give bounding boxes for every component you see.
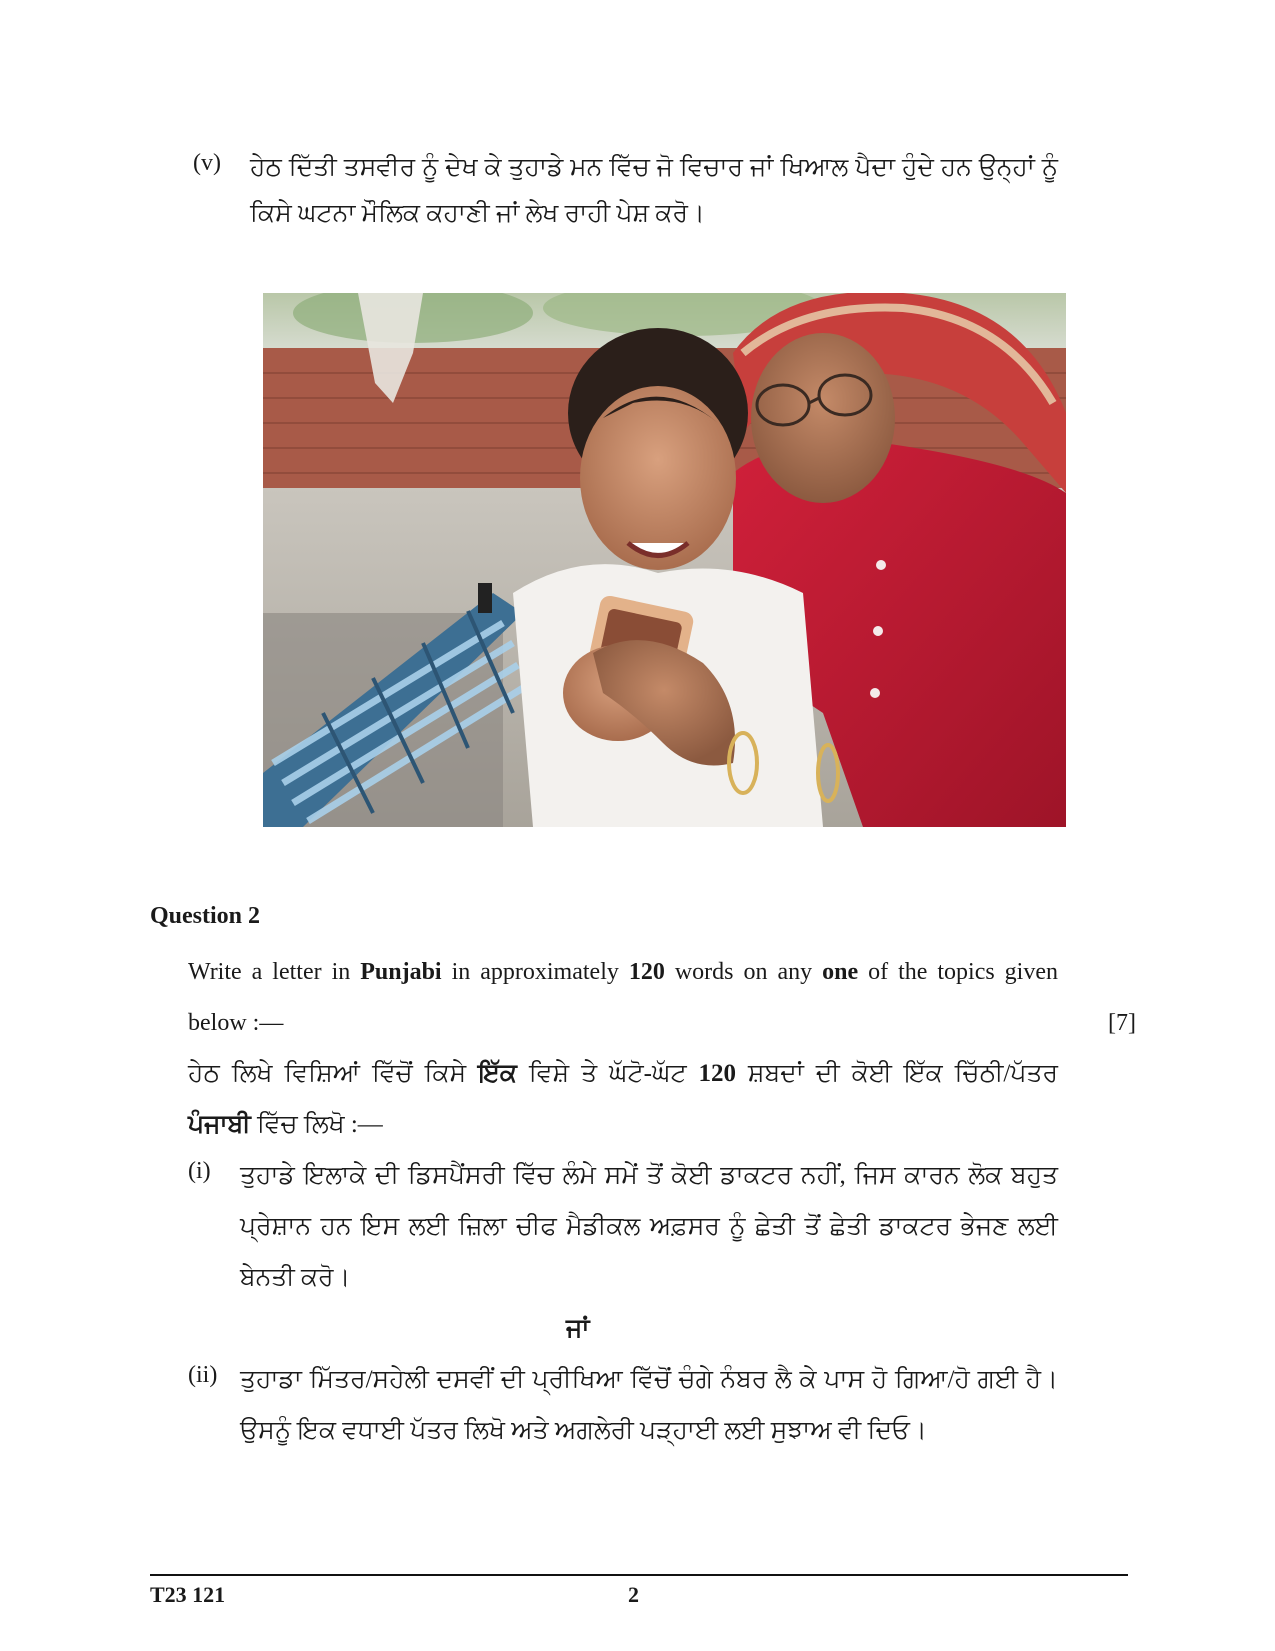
paper-code: T23 121 [150, 1582, 226, 1607]
option-number-i: (i) [188, 1158, 211, 1184]
text-bold-one: one [822, 959, 859, 985]
text-segment: words on any [664, 959, 823, 985]
text-segment: of the topics given [858, 959, 1058, 985]
question-2-en-line1 [188, 949, 1058, 995]
text-bold-120: 120 [628, 959, 665, 985]
text-bold-ikk: ਇੱਕ [478, 1060, 517, 1087]
text-bold-punjabi: ਪੰਜਾਬੀ [188, 1111, 251, 1138]
or-label: ਜਾਂ [566, 1315, 590, 1342]
item-v-line2: ਕਿਸੇ ਘਟਨਾ ਮੌਲਿਕ ਕਹਾਣੀ ਜਾਂ ਲੇਖ ਰਾਹੀ ਪੇਸ਼ ਕਰੋ। [250, 200, 705, 227]
item-number-v: (v) [193, 150, 221, 176]
text-segment: ਵਿਸ਼ੇ ਤੇ ਘੱਟੋ-ਘੱਟ [516, 1060, 699, 1087]
option-i-line2: ਪ੍ਰੇਸ਼ਾਨ ਹਨ ਇਸ ਲਈ ਜ਼ਿਲਾ ਚੀਫ ਮੈਡੀਕਲ ਅਫ਼ਸਰ ਨੂੰ ਛੇਤੀ ਤੋਂ ਛੇਤੀ ਡਾਕਟਰ ਭੇਜਣ ਲਈ [240, 1213, 1058, 1240]
page-number: 2 [628, 1582, 639, 1607]
option-number-ii: (ii) [188, 1362, 218, 1388]
marks-label: [7] [1108, 1010, 1136, 1036]
photo-grandmother-girl-phone [263, 293, 1066, 827]
option-ii-line2: ਉਸਨੂੰ ਇਕ ਵਧਾਈ ਪੱਤਰ ਲਿਖੋ ਅਤੇ ਅਗਲੇਰੀ ਪੜ੍ਹਾਈ ਲਈ ਸੁਝਾਅ ਵੀ ਦਿਓ। [240, 1417, 927, 1444]
text-bold-120: 120 [698, 1060, 737, 1087]
item-v-line1: ਹੇਠ ਦਿੱਤੀ ਤਸਵੀਰ ਨੂੰ ਦੇਖ ਕੇ ਤੁਹਾਡੇ ਮਨ ਵਿੱਚ ਜੋ ਵਿਚਾਰ ਜਾਂ ਖਿਆਲ ਪੈਦਾ ਹੁੰਦੇ ਹਨ ਉਨ੍ਹਾਂ ਨੂੰ [250, 154, 1058, 181]
text-segment: Write a letter in [188, 959, 361, 985]
text-segment: in approximately [441, 959, 629, 985]
option-i-line3: ਬੇਨਤੀ ਕਰੋ। [240, 1264, 351, 1291]
question-2-heading: Question 2 [150, 903, 261, 929]
option-i-line1: ਤੁਹਾਡੇ ਇਲਾਕੇ ਦੀ ਡਿਸਪੈਂਸਰੀ ਵਿੱਚ ਲੰਮੇ ਸਮੇਂ ਤੋਂ ਕੋਈ ਡਾਕਟਰ ਨਹੀਂ, ਜਿਸ ਕਾਰਨ ਲੋਕ ਬਹੁਤ [240, 1162, 1058, 1189]
question-2-pa-line1 [188, 1051, 1058, 1097]
text-segment: ਵਿੱਚ ਲਿਖੋ :— [250, 1111, 383, 1138]
text-bold-punjabi: Punjabi [360, 959, 442, 985]
footer-divider [150, 1574, 1128, 1576]
option-ii-line1: ਤੁਹਾਡਾ ਮਿੱਤਰ/ਸਹੇਲੀ ਦਸਵੀਂ ਦੀ ਪ੍ਰੀਖਿਆ ਵਿੱਚੋਂ ਚੰਗੇ ਨੰਬਰ ਲੈ ਕੇ ਪਾਸ ਹੋ ਗਿਆ/ਹੋ ਗਈ ਹੈ। [240, 1366, 1058, 1393]
text-segment: ਹੇਠ ਲਿਖੇ ਵਿਸ਼ਿਆਂ ਵਿੱਚੋਂ ਕਿਸੇ [188, 1060, 479, 1087]
question-2-en-line2: below :— [188, 1010, 284, 1036]
text-segment: ਸ਼ਬਦਾਂ ਦੀ ਕੋਈ ਇੱਕ ਚਿੱਠੀ/ਪੱਤਰ [736, 1060, 1058, 1087]
question-2-pa-line2 [188, 1102, 383, 1148]
